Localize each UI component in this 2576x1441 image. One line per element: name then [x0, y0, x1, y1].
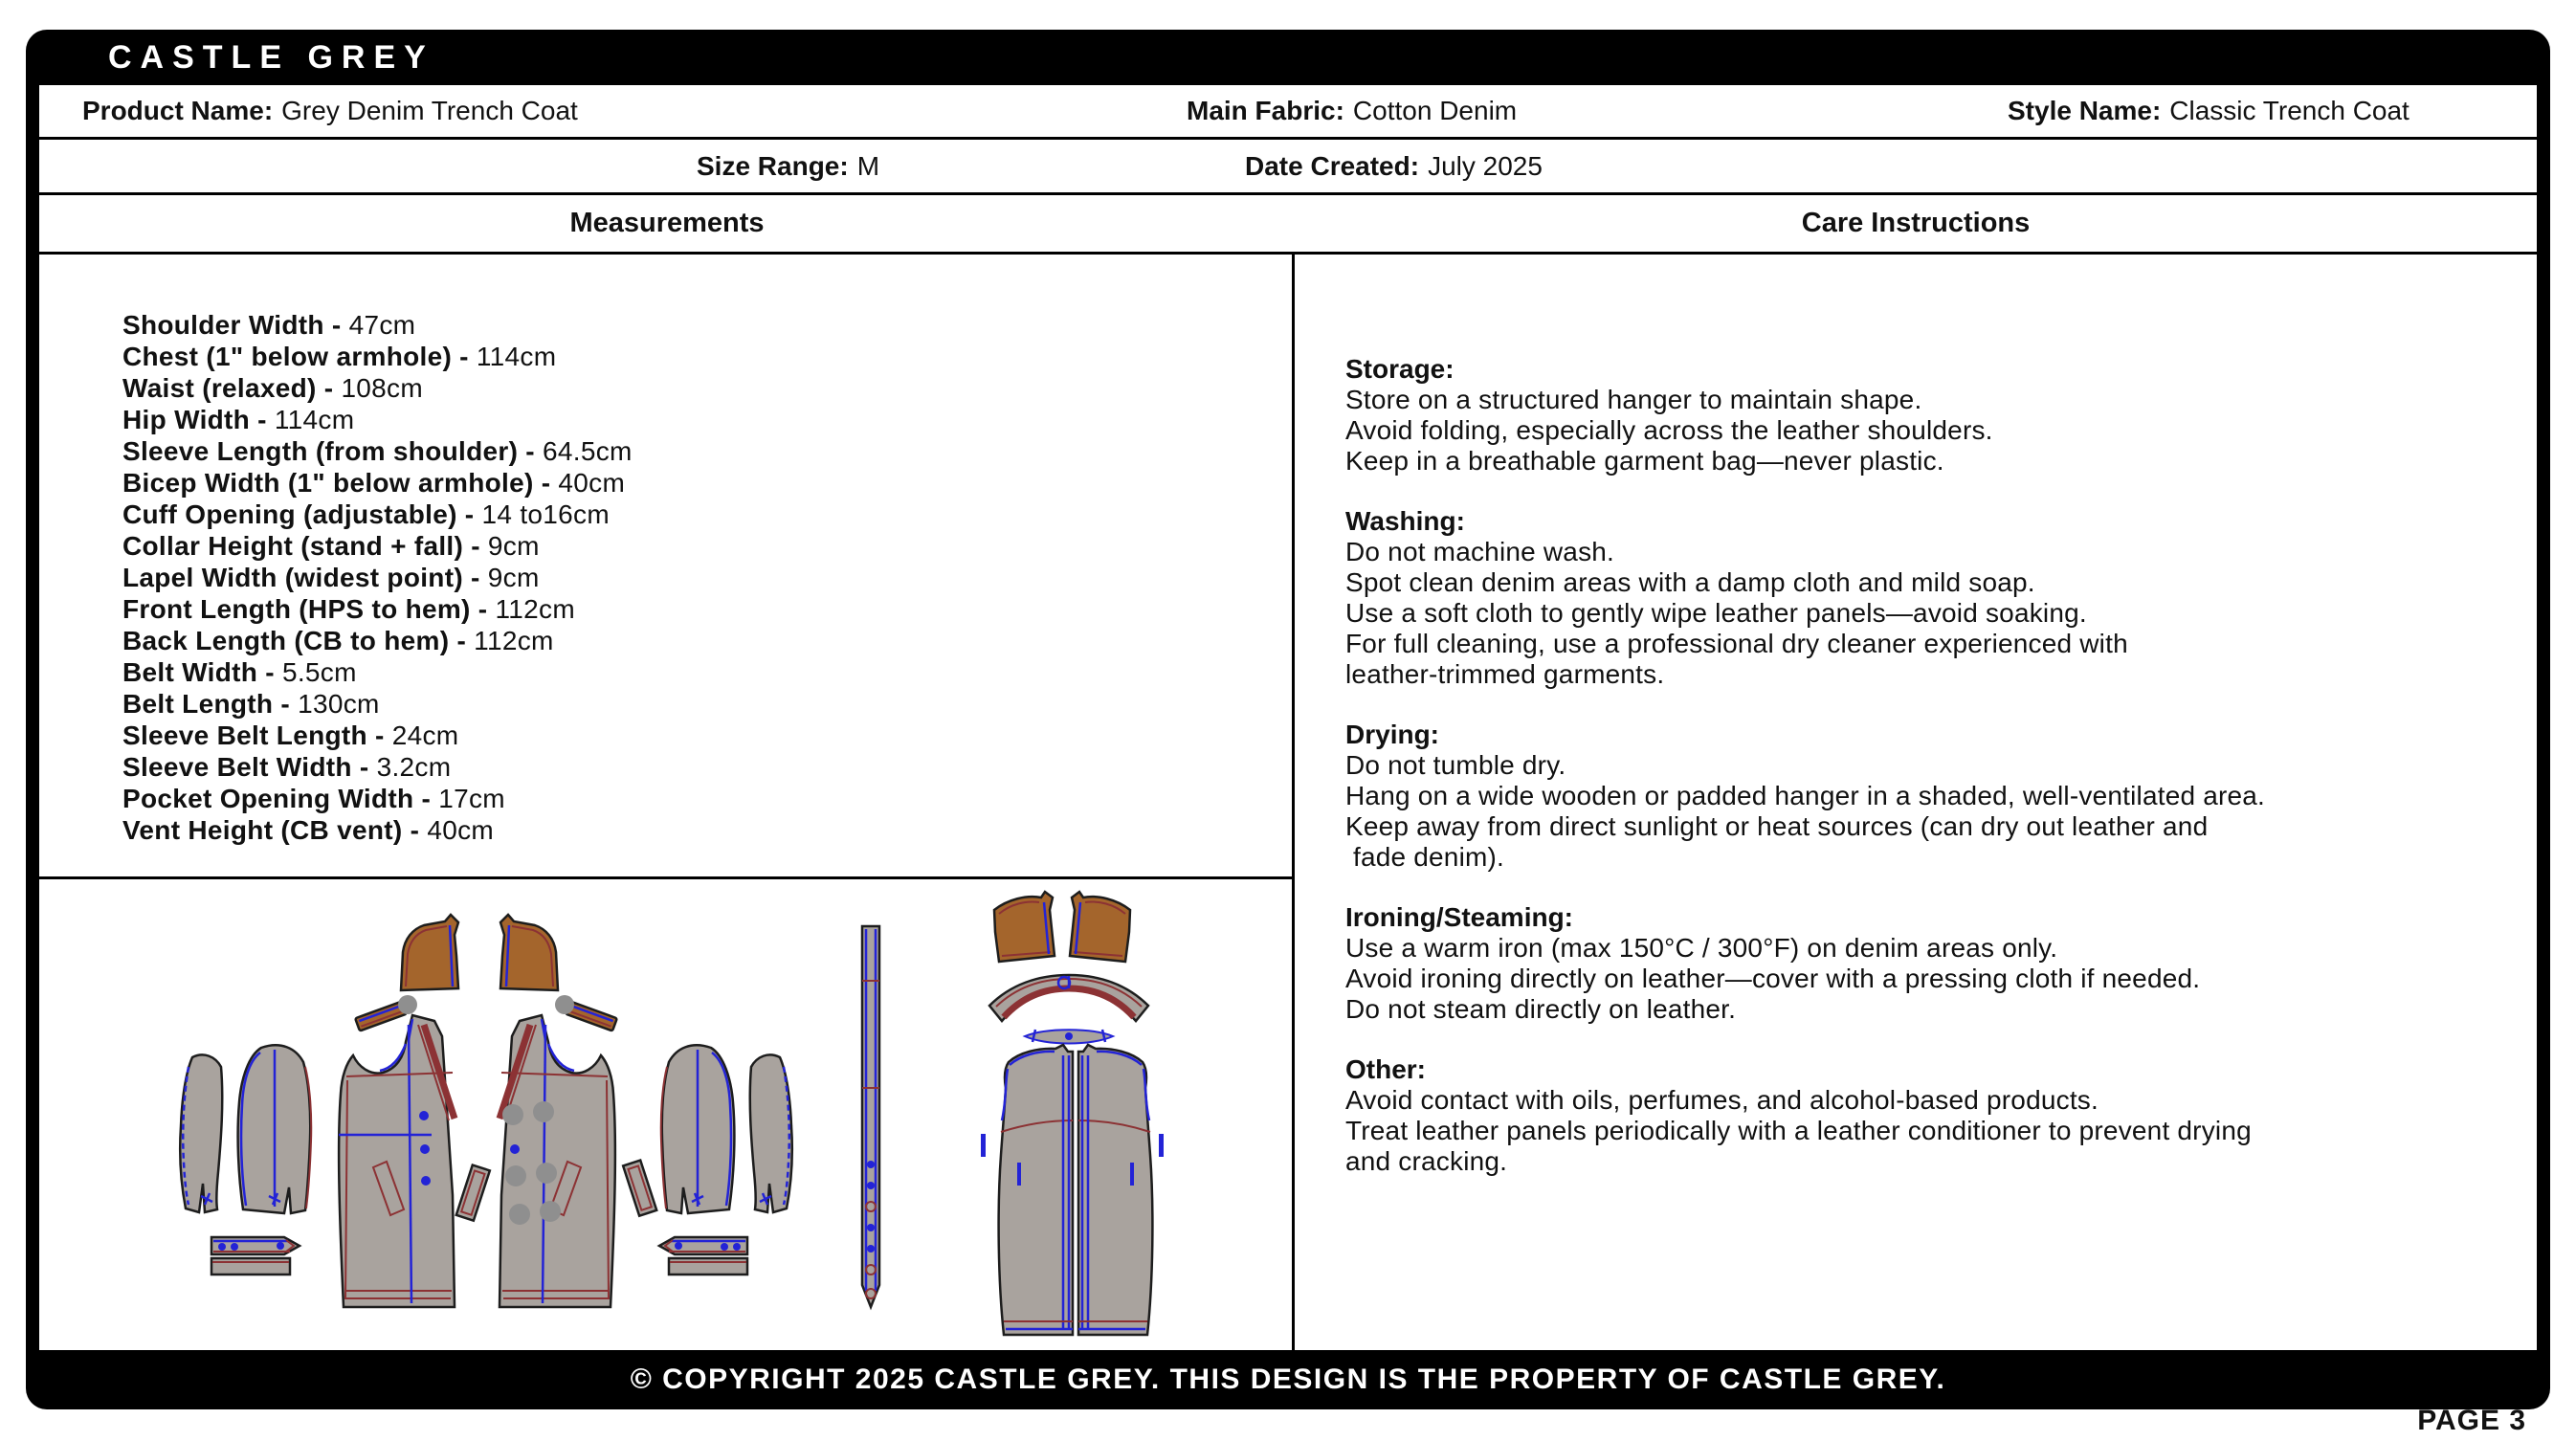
measurement-row: Belt Length - 130cm	[122, 689, 380, 719]
care-section	[1345, 1054, 2508, 1177]
measurement-row: Shoulder Width - 47cm	[122, 310, 416, 340]
main-fabric-field	[1187, 96, 1517, 126]
care-line: Store on a structured hanger to maintain shape.	[1345, 385, 1922, 414]
care-sections	[1295, 255, 2537, 1350]
care-line: Use a soft cloth to gently wipe leather panels—avoid soaking.	[1345, 598, 2087, 628]
care-line: Do not machine wash.	[1345, 537, 1615, 566]
care-line: fade denim).	[1345, 842, 1505, 872]
style-name-field	[2008, 96, 2409, 126]
pattern-collar-stand	[1025, 1030, 1113, 1044]
care-section-heading: Storage:	[1345, 354, 1455, 384]
size-range-value: M	[856, 150, 880, 181]
care-section-heading: Ironing/Steaming:	[1345, 902, 1573, 932]
pattern-front-panel-left	[339, 1015, 455, 1307]
measurement-row: Sleeve Belt Width - 3.2cm	[122, 752, 452, 782]
main-fabric-label: Main Fabric:	[1187, 96, 1344, 125]
care-title: Care Instructions	[1801, 208, 2031, 238]
footer-bar	[26, 1350, 2550, 1409]
care-section-heading: Washing:	[1345, 506, 1465, 536]
care-line: Do not steam directly on leather.	[1345, 994, 1737, 1024]
care-line: For full cleaning, use a professional dry cleaner experienced with	[1345, 629, 2128, 658]
care-line: Avoid ironing directly on leather—cover with a pressing cloth if needed.	[1345, 964, 2201, 993]
pattern-yoke-front-right	[500, 915, 558, 990]
measurement-row: Belt Width - 5.5cm	[122, 657, 357, 687]
measurement-row: Front Length (HPS to hem) - 112cm	[122, 594, 575, 624]
tech-pack-sheet	[26, 30, 2550, 1409]
care-line: Avoid contact with oils, perfumes, and alcohol-based products.	[1345, 1085, 2099, 1115]
measurement-row: Cuff Opening (adjustable) - 14 to16cm	[122, 499, 610, 529]
measurement-row: Collar Height (stand + fall) - 9cm	[122, 531, 540, 561]
pattern-front-panel-right	[500, 1015, 615, 1307]
measurements-title: Measurements	[569, 208, 765, 238]
section-header-row	[39, 195, 2537, 255]
care-section	[1345, 720, 2508, 873]
measurement-row: Lapel Width (widest point) - 9cm	[122, 563, 540, 592]
product-name-value: Grey Denim Trench Coat	[281, 96, 578, 125]
product-name-field	[82, 96, 578, 126]
care-line: and cracking.	[1345, 1146, 1508, 1176]
measurement-row: Sleeve Length (from shoulder) - 64.5cm	[122, 436, 633, 466]
care-section	[1345, 902, 2508, 1025]
measurement-row: Bicep Width (1" below armhole) - 40cm	[122, 468, 626, 498]
care-section-heading: Other:	[1345, 1054, 1426, 1084]
measurement-row: Pocket Opening Width - 17cm	[122, 784, 505, 813]
care-line: Hang on a wide wooden or padded hanger in a shaded, well-ventilated area.	[1345, 781, 2266, 810]
size-range-label: Size Range:	[697, 150, 849, 181]
care-line: Keep away from direct sunlight or heat sources (can dry out leather and	[1345, 811, 2209, 841]
page-number: PAGE 3	[2417, 1405, 2526, 1436]
measurement-row: Waist (relaxed) - 108cm	[122, 373, 423, 403]
brand-title: CASTLE GREY	[108, 38, 434, 76]
date-created-field	[1245, 151, 1543, 182]
pattern-sleeves-left	[180, 1045, 311, 1213]
copyright-text: © COPYRIGHT 2025 CASTLE GREY. THIS DESIGN IS THE PROPERTY OF CASTLE GREY.	[630, 1363, 1946, 1395]
pattern-collar	[989, 975, 1148, 1021]
care-section	[1345, 354, 2508, 477]
measurements-column	[39, 255, 1295, 1350]
care-line: Spot clean denim areas with a damp cloth and mild soap.	[1345, 567, 2035, 597]
pattern-back-panel-left	[999, 1045, 1073, 1335]
pattern-cuff-strap-left	[211, 1237, 300, 1275]
care-line: Use a warm iron (max 150°C / 300°F) on denim areas only.	[1345, 933, 2058, 963]
pattern-cuff-strap-right	[659, 1237, 747, 1275]
style-name-value: Classic Trench Coat	[2169, 96, 2409, 125]
pattern-yoke-back-left	[994, 892, 1055, 962]
pattern-sleeve-belt-left	[456, 1165, 490, 1221]
main-fabric-value: Cotton Denim	[1352, 96, 1518, 125]
date-created-label: Date Created:	[1245, 150, 1420, 181]
measurement-row: Hip Width - 114cm	[122, 405, 355, 434]
measurement-row: Vent Height (CB vent) - 40cm	[122, 815, 495, 845]
date-created-value: July 2025	[1428, 150, 1543, 181]
pattern-sleeve-belt-right	[623, 1161, 656, 1216]
care-line: leather-trimmed garments.	[1345, 659, 1665, 689]
product-name-label: Product Name:	[82, 96, 274, 125]
sheet-content	[39, 85, 2537, 1350]
measurements-header-cell	[39, 195, 1295, 252]
care-line: Do not tumble dry.	[1345, 750, 1566, 780]
info-row-1	[39, 85, 2537, 140]
measurements-list	[39, 255, 1292, 879]
care-header-cell	[1295, 195, 2537, 252]
care-line: Avoid folding, especially across the leather shoulders.	[1345, 415, 1993, 445]
pattern-back-panel-right	[1078, 1045, 1152, 1335]
pattern-svg	[39, 879, 1295, 1347]
header-bar	[26, 30, 2550, 85]
pattern-yoke-front-left	[401, 915, 458, 990]
care-line: Keep in a breathable garment bag—never plastic.	[1345, 446, 1944, 476]
size-range-field	[697, 151, 879, 182]
info-row-2	[39, 140, 2537, 195]
measurement-row: Chest (1" below armhole) - 114cm	[122, 342, 557, 371]
pattern-yoke-back-right	[1070, 892, 1130, 962]
pattern-belt	[862, 926, 879, 1307]
care-section	[1345, 506, 2508, 690]
care-line: Treat leather panels periodically with a leather conditioner to prevent drying	[1345, 1116, 2252, 1145]
pattern-illustration	[39, 879, 1292, 1350]
pattern-sleeves-right	[661, 1045, 792, 1213]
care-section-heading: Drying:	[1345, 720, 1439, 749]
measurement-row: Sleeve Belt Length - 24cm	[122, 720, 459, 750]
main-body	[39, 255, 2537, 1350]
pattern-epaulette-right	[555, 995, 617, 1031]
style-name-label: Style Name:	[2008, 96, 2162, 125]
measurement-row: Back Length (CB to hem) - 112cm	[122, 626, 554, 655]
